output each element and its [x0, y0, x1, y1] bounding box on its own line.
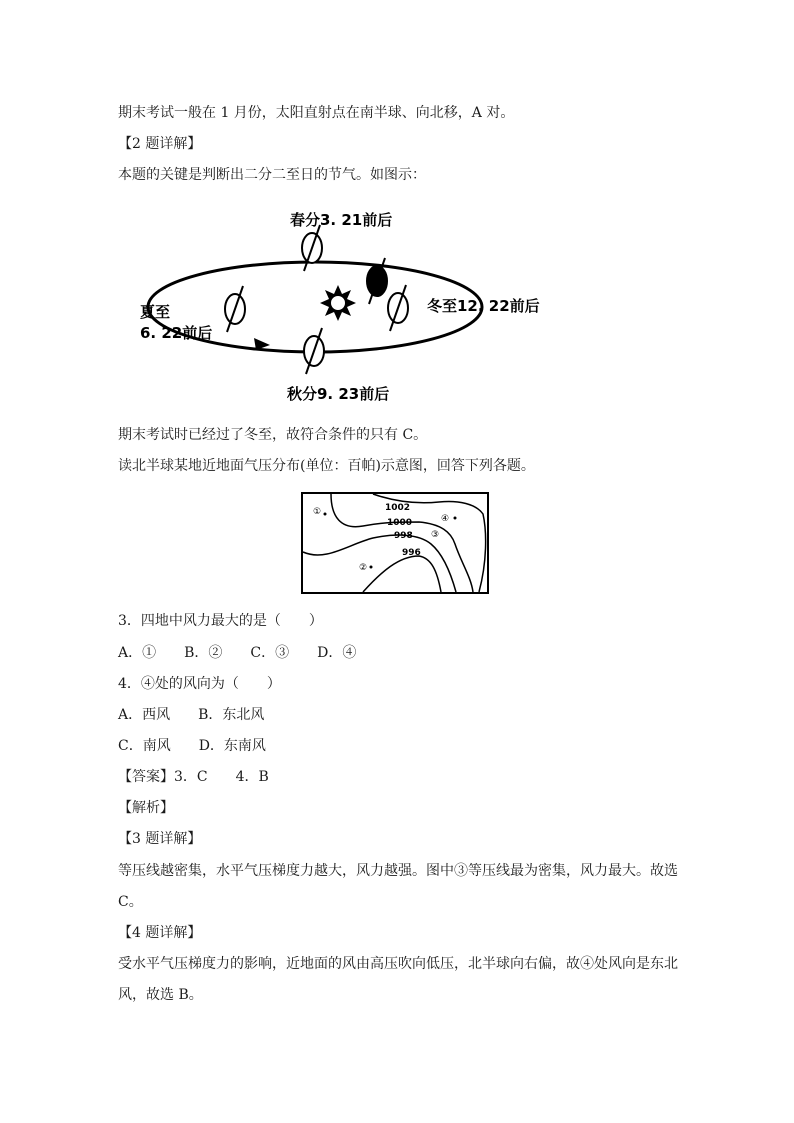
question-3-options: A．① B．② C．③ D．④: [118, 645, 357, 661]
point-2-label: ②: [359, 563, 368, 573]
label-winter: 冬至12. 22前后: [427, 297, 540, 315]
section-heading-q4: 【4 题详解】: [118, 925, 202, 941]
explain-q4-line-2: 风，故选 B。: [118, 987, 203, 1003]
question-3: 3．四地中风力最大的是（ ）: [118, 613, 323, 629]
isobar-label-996: 996: [402, 548, 421, 558]
explain-q3-line-2: C。: [118, 894, 143, 910]
label-summer-2: 6. 22前后: [140, 324, 213, 342]
label-summer-1: 夏至: [140, 303, 171, 321]
earth-orbit-figure: [130, 205, 550, 410]
section-heading-q3: 【3 题详解】: [118, 831, 202, 847]
point-1-dot: [324, 513, 327, 516]
point-3-label: ③: [431, 530, 440, 540]
analysis-heading: 【解析】: [118, 800, 174, 816]
text-line-4: 期末考试时已经过了冬至，故符合条件的只有 C。: [118, 427, 428, 443]
point-1-label: ①: [313, 507, 322, 517]
section-heading-q2: 【2 题详解】: [118, 136, 202, 152]
isobar-map-figure: [301, 492, 489, 594]
isobar-label-1002: 1002: [385, 503, 411, 513]
point-4-label: ④: [441, 514, 450, 524]
explain-q4-line-1: 受水平气压梯度力的影响，近地面的风由高压吹向低压，北半球向右偏，故④处风向是东北: [118, 956, 678, 972]
label-spring: 春分3. 21前后: [290, 211, 393, 229]
text-line-1: 期末考试一般在 1 月份，太阳直射点在南半球、向北移，A 对。: [118, 105, 515, 121]
earth-spring-icon: [302, 225, 322, 271]
earth-winter-icon: [388, 285, 408, 331]
point-2-dot: [370, 566, 373, 569]
isobar-label-998: 998: [394, 531, 413, 541]
earth-autumn-icon: [304, 328, 324, 374]
orbit-arrow: [254, 338, 270, 350]
answer-line: 【答案】3．C 4．B: [118, 769, 269, 785]
label-autumn: 秋分9. 23前后: [287, 385, 390, 403]
question-4: 4．④处的风向为（ ）: [118, 676, 281, 692]
explain-q3-line-1: 等压线越密集，水平气压梯度力越大，风力越强。图中③等压线最为密集，风力最大。故选: [118, 863, 678, 879]
text-line-5: 读北半球某地近地面气压分布(单位：百帕)示意图，回答下列各题。: [118, 458, 535, 474]
isobar-label-1000: 1000: [387, 518, 413, 528]
text-line-3: 本题的关键是判断出二分二至日的节气。如图示：: [118, 167, 426, 183]
question-4-options-2: C．南风 D．东南风: [118, 738, 266, 754]
earth-summer-icon: [225, 286, 245, 332]
question-4-options-1: A．西风 B．东北风: [118, 707, 265, 723]
point-4-dot: [454, 517, 457, 520]
sun-icon: [320, 285, 356, 321]
